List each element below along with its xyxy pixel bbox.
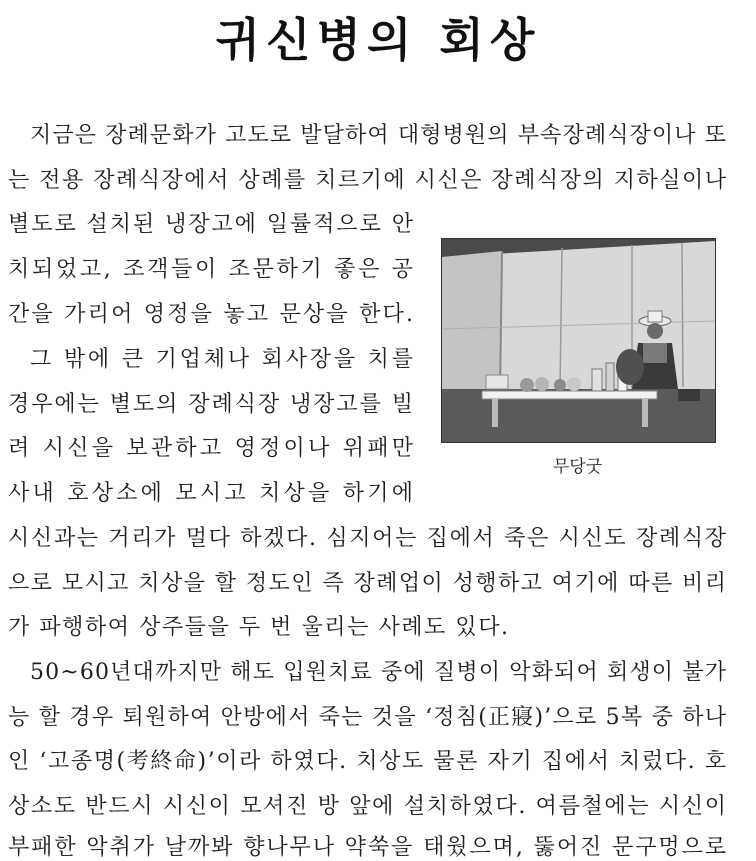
photo-caption: 무당굿 [552,457,603,477]
text-line: 능 할 경우 퇴원하여 안방에서 죽는 것을 ‘정침(正寢)’으로 5복 중 하나 [8,705,728,730]
page-title: 귀신병의 회상 [215,13,541,67]
text-line: 부패한 악취가 날까봐 향나무나 약쑥을 태웠으며, 뚫어진 문구멍으로 [8,835,728,860]
text-line: 으로 모시고 치상을 할 정도인 즉 장례업이 성행하고 여기에 따른 비리 [8,571,728,596]
text-line: 사내 호상소에 모시고 치상을 하기에 [8,481,417,506]
text-line: 가 파행하여 상주들을 두 번 울리는 사례도 있다. [8,615,510,640]
text-line: 치되었고, 조객들이 조문하기 좋은 공 [8,257,416,282]
text-line: 간을 가리어 영정을 놓고 문상을 한다. [8,302,416,327]
text-line: 그 밖에 큰 기업체나 회사장을 치를 [30,347,416,372]
text-line: 려 시신을 보관하고 영정이나 위패만 [8,436,417,461]
text-line: 시신과는 거리가 멀다 하겠다. 심지어는 집에서 죽은 시신도 장례식장 [8,526,728,551]
text-line: 인 ‘고종명(考終命)’이라 하였다. 치상도 물론 자기 집에서 치렀다. 호 [8,749,728,774]
text-line: 경우에는 별도의 장례식장 냉장고를 빌 [8,392,415,417]
text-line: 는 전용 장례식장에서 상례를 치르기에 시신은 장례식장의 지하실이나 [8,168,728,193]
text-line: 별도로 설치된 냉장고에 일률적으로 안 [8,212,415,237]
text-line: 상소도 반드시 시신이 모셔진 방 앞에 설치하였다. 여름철에는 시신이 [8,794,728,819]
shaman-ritual-photo [441,238,716,443]
text-line: 50~60년대까지만 해도 입원치료 중에 질병이 악화되어 회생이 불가 [30,660,728,685]
text-line: 지금은 장례문화가 고도로 발달하여 대형병원의 부속장례식장이나 또 [30,123,728,148]
